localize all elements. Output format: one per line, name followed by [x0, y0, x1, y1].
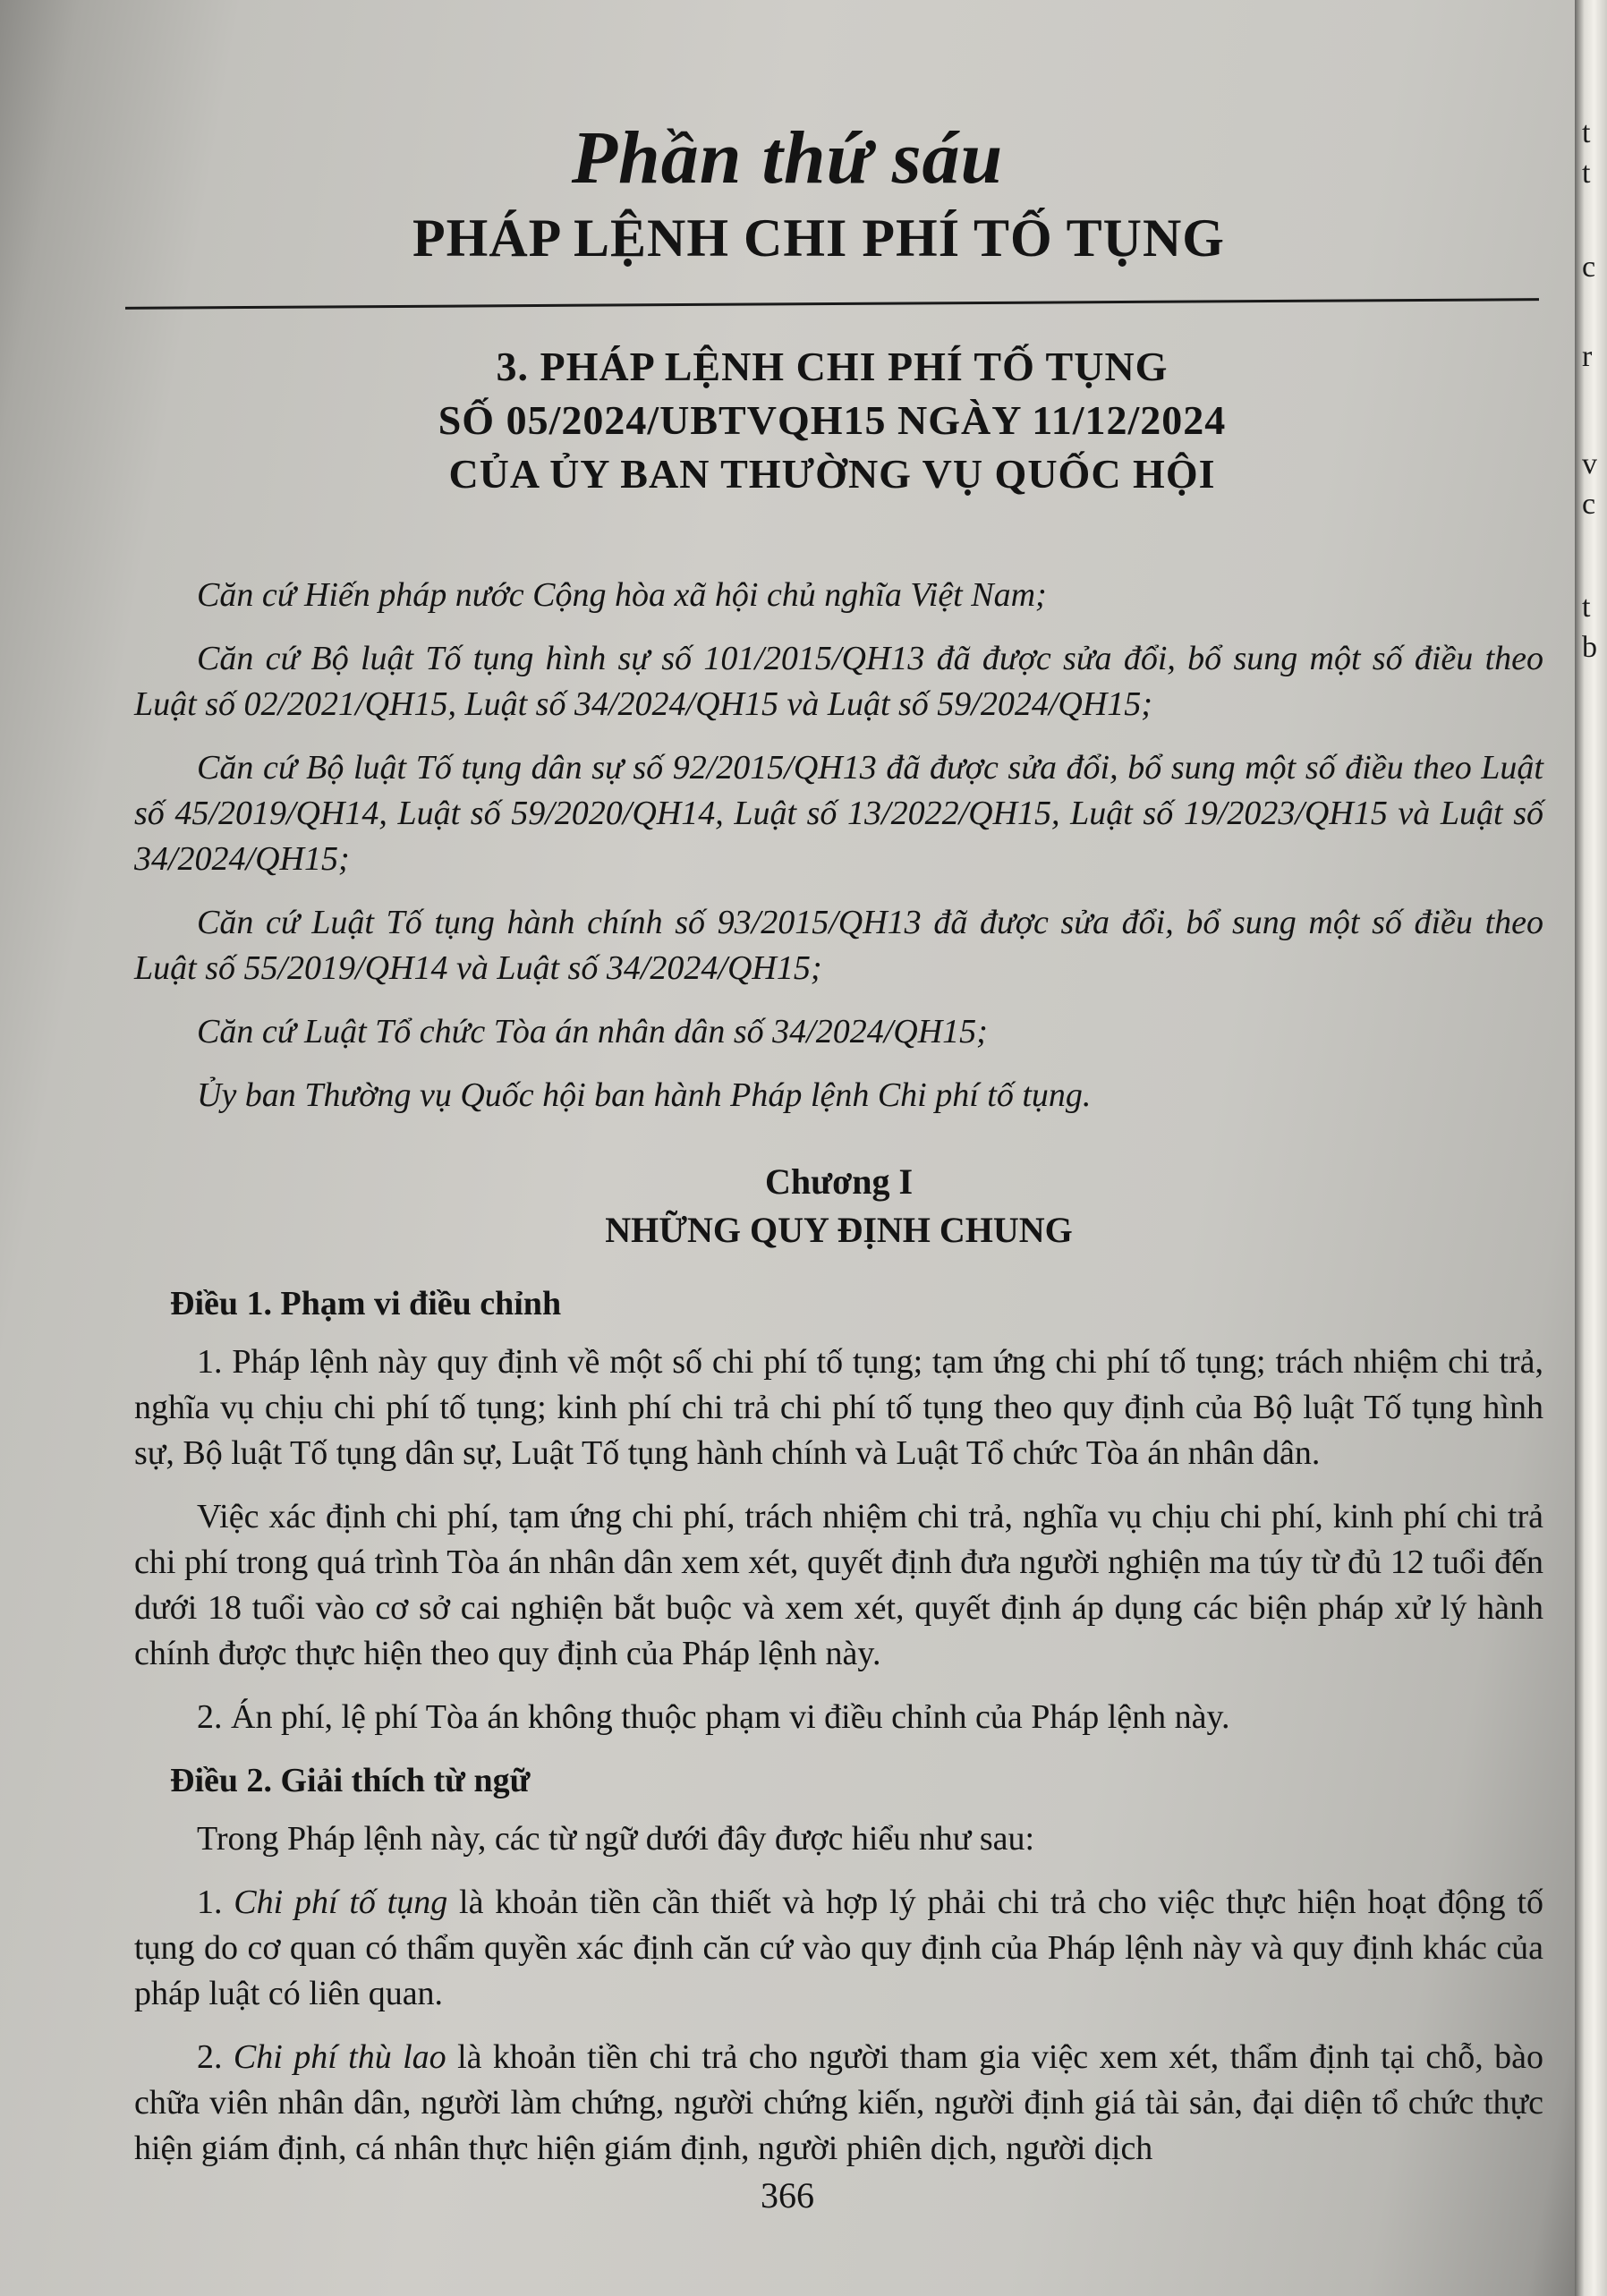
- definition-number: 2.: [197, 2038, 234, 2076]
- title-divider: [125, 298, 1539, 310]
- chapter-title: NHỮNG QUY ĐỊNH CHUNG: [605, 1210, 1073, 1250]
- preamble-paragraph: Ủy ban Thường vụ Quốc hội ban hành Pháp lệnh Chi phí tố tụng.: [197, 1076, 1092, 1114]
- article-paragraph: Trong Pháp lệnh này, các từ ngữ dưới đây được hiểu như sau:: [197, 1820, 1035, 1858]
- edge-glyph: c: [1582, 251, 1596, 284]
- preamble-paragraph: Căn cứ Bộ luật Tố tụng hình sự số 101/2015/QH13 đã được sửa đổi, bổ sung một số điều theo Luật số 02/2021/QH15, Luật số 34/2024/QH15 và Luật số 59/2024/QH15;: [134, 640, 1543, 723]
- definition-text: là khoản tiền chi trả cho người tham gia việc xem xét, thẩm định tại chỗ, bào chữa viên nhân dân, người làm chứng, người chứng kiến, người định giá tài sản, đại diện tổ chức thực hiện giám định, cá nhân thực hiện giám định, người phiên dịch, người dịch: [134, 2038, 1544, 2167]
- article-paragraph: 2. Án phí, lệ phí Tòa án không thuộc phạm vi điều chỉnh của Pháp lệnh này.: [197, 1698, 1230, 1736]
- preamble-paragraph: Căn cứ Bộ luật Tố tụng dân sự số 92/2015/QH13 đã được sửa đổi, bổ sung một số điều theo Luật số 45/2019/QH14, Luật số 59/2020/QH14, Luật số 13/2022/QH15, Luật số 19/2023/QH15 và Luật số 34/2024/QH15;: [134, 749, 1543, 878]
- definition-item: [134, 1880, 1543, 2017]
- definition-number: 1.: [197, 1884, 234, 1921]
- edge-glyph: t: [1582, 157, 1591, 190]
- article-paragraph: 1. Pháp lệnh này quy định về một số chi phí tố tụng; tạm ứng chi phí tố tụng; trách nhiệm chi trả, nghĩa vụ chịu chi phí tố tụng; kinh phí chi trả chi phí tố tụng theo quy định của Bộ luật Tố tụng hình sự, Bộ luật Tố tụng dân sự, Luật Tố tụng hành chính và Luật Tổ chức Tòa án nhân dân.: [134, 1343, 1543, 1472]
- section-title-line: 3. PHÁP LỆNH CHI PHÍ TỐ TỤNG: [496, 344, 1169, 389]
- article-1-heading: Điều 1. Phạm vi điều chỉnh: [170, 1285, 562, 1322]
- edge-glyph: b: [1582, 631, 1597, 664]
- law-title: PHÁP LỆNH CHI PHÍ TỐ TỤNG: [412, 208, 1225, 268]
- section-title-line: SỐ 05/2024/UBTVQH15 NGÀY 11/12/2024: [438, 397, 1227, 443]
- preamble-paragraph: Căn cứ Hiến pháp nước Cộng hòa xã hội chủ nghĩa Việt Nam;: [197, 576, 1047, 614]
- section-title: [179, 340, 1485, 501]
- definition-item: [134, 2035, 1543, 2172]
- preamble-paragraph: Căn cứ Luật Tố tụng hành chính số 93/2015/QH13 đã được sửa đổi, bổ sung một số điều theo Luật số 55/2019/QH14 và Luật số 34/2024/QH15;: [134, 904, 1543, 987]
- definition-term: Chi phí thù lao: [233, 2038, 446, 2076]
- definition-term: Chi phí tố tụng: [234, 1884, 448, 1921]
- document-body: [134, 573, 1543, 2190]
- section-title-line: CỦA ỦY BAN THƯỜNG VỤ QUỐC HỘI: [448, 451, 1216, 497]
- page-number: 366: [761, 2175, 814, 2215]
- article-2-heading: Điều 2. Giải thích từ ngữ: [170, 1762, 531, 1799]
- article-paragraph: Việc xác định chi phí, tạm ứng chi phí, trách nhiệm chi trả, nghĩa vụ chịu chi phí, kinh phí chi trả chi phí trong quá trình Tòa án nhân dân xem xét, quyết định đưa người nghiện ma túy từ đủ 12 tuổi đến dưới 18 tuổi vào cơ sở cai nghiện bắt buộc và xem xét, quyết định áp dụng các biện pháp xử lý hành chính được thực hiện theo quy định của Pháp lệnh này.: [134, 1498, 1543, 1672]
- edge-glyph: r: [1582, 340, 1593, 373]
- edge-glyph: t: [1582, 116, 1591, 149]
- definition-text: là khoản tiền cần thiết và hợp lý phải chi trả cho việc thực hiện hoạt động tố tụng do cơ quan có thẩm quyền xác định căn cứ vào quy định của Pháp lệnh này và quy định khác của pháp luật có liên quan.: [134, 1884, 1544, 2012]
- chapter-heading: [134, 1158, 1543, 1254]
- facing-page-edge: [1575, 0, 1607, 2296]
- edge-glyph: c: [1582, 488, 1596, 521]
- part-title: Phần thứ sáu: [571, 116, 1004, 200]
- chapter-number: Chương I: [764, 1161, 914, 1202]
- preamble-paragraph: Căn cứ Luật Tổ chức Tòa án nhân dân số 34/2024/QH15;: [197, 1013, 988, 1050]
- edge-glyph: v: [1582, 447, 1597, 480]
- edge-glyph: t: [1582, 591, 1591, 624]
